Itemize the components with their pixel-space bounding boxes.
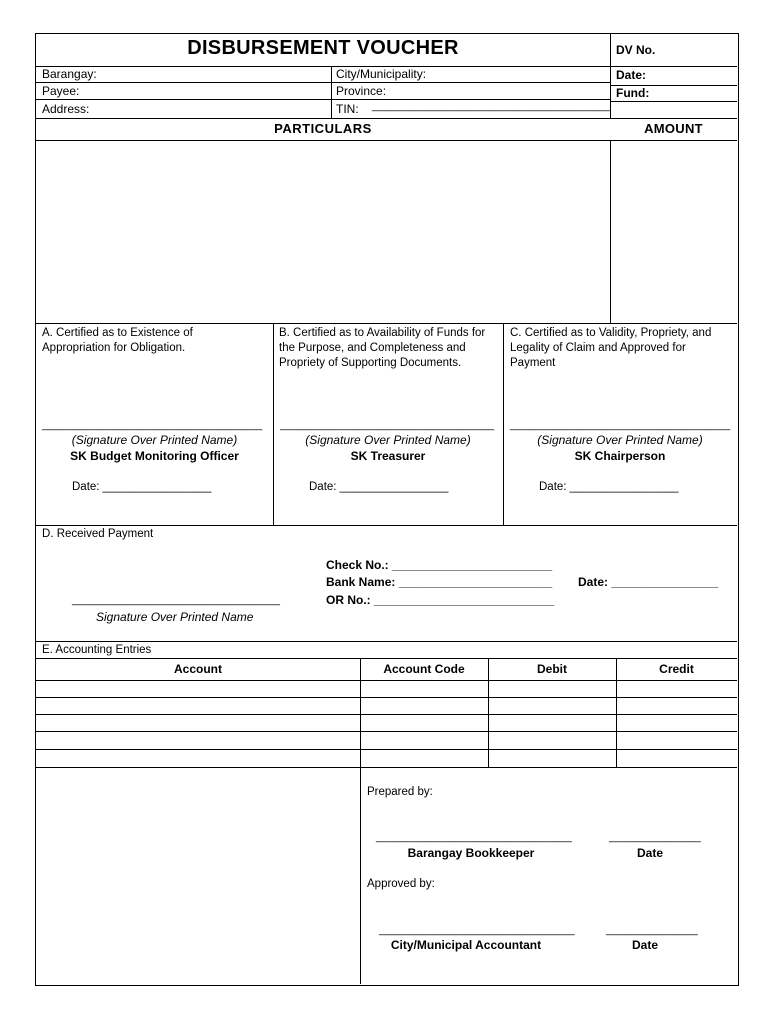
accountant-date-line: _______________ [606,924,698,936]
or-no-field: OR No.: ___________________________ [326,593,555,607]
divider [36,767,737,768]
fund-label: Fund: [616,86,650,100]
column-debit: Debit [537,662,567,676]
date-label: Date: [616,68,647,82]
check-no-field: Check No.: ________________________ [326,558,553,572]
signature-caption-c: (Signature Over Printed Name) [537,433,703,447]
divider [331,66,332,118]
divider [36,680,737,681]
bank-name-field: Bank Name: _______________________ [326,575,553,589]
divider [36,323,737,324]
divider [36,714,737,715]
signature-caption-a: (Signature Over Printed Name) [71,433,238,447]
role-budget-officer: SK Budget Monitoring Officer [70,449,239,463]
approved-by-label: Approved by: [367,878,435,890]
bookkeeper-date-caption: Date [636,846,663,860]
received-payment-title: D. Received Payment [42,528,154,540]
accountant-signature-line: ________________________________ [379,924,575,936]
bookkeeper-date-line: _______________ [609,831,701,843]
divider [273,323,274,525]
tin-label: TIN: [336,102,359,116]
role-treasurer: SK Treasurer [350,449,426,463]
payee-label: Payee: [42,84,80,98]
accountant-date-caption: Date [631,938,658,952]
divider [36,697,737,698]
divider [503,323,504,525]
divider [36,749,737,750]
received-signature-caption: Signature Over Printed Name [96,610,254,624]
divider [360,658,361,984]
divider [610,101,737,102]
particulars-header: PARTICULARS [274,121,372,136]
signature-line-b: ___________________________________ [280,419,495,431]
bookkeeper-role: Barangay Bookkeeper [407,846,535,860]
date-line-b: Date: _________________ [309,481,449,493]
divider [36,658,737,659]
divider [36,118,737,119]
column-credit: Credit [659,662,694,676]
tin-line: _______________________________________ [372,100,611,112]
divider [36,82,610,83]
divider [36,140,737,141]
received-signature-line: __________________________________ [72,594,281,606]
divider [36,525,737,526]
date-line-a: Date: _________________ [72,481,212,493]
divider [610,140,611,323]
bookkeeper-signature-line: ________________________________ [376,831,572,843]
divider [36,731,737,732]
certification-b-text: B. Certified as to Availability of Funds for the Purpose, and Completeness and Propriety of Supporting Documents. [279,327,486,369]
barangay-label: Barangay: [42,67,97,81]
role-chairperson: SK Chairperson [574,449,666,463]
certification-a-text: A. Certified as to Existence of Appropriation for Obligation. [42,327,193,354]
accounting-entries-title: E. Accounting Entries [42,644,152,656]
certification-c-text: C. Certified as to Validity, Propriety, and Legality of Claim and Approved for Payment [510,327,712,369]
amount-header: AMOUNT [644,121,703,136]
column-account-code: Account Code [383,662,465,676]
city-label: City/Municipality: [336,67,427,81]
accountant-role: City/Municipal Accountant [390,938,542,952]
form-border [35,33,739,986]
signature-caption-b: (Signature Over Printed Name) [305,433,471,447]
province-label: Province: [336,84,387,98]
form-title: DISBURSEMENT VOUCHER [187,37,459,59]
dv-no-label: DV No. [616,43,656,57]
date-line-c: Date: _________________ [539,481,679,493]
column-account: Account [174,662,222,676]
signature-line-a: ____________________________________ [42,419,263,431]
divider [36,641,737,642]
address-label: Address: [42,102,90,116]
received-date-field: Date: ________________ [578,575,719,589]
prepared-by-label: Prepared by: [367,786,433,798]
signature-line-c: ____________________________________ [510,419,731,431]
